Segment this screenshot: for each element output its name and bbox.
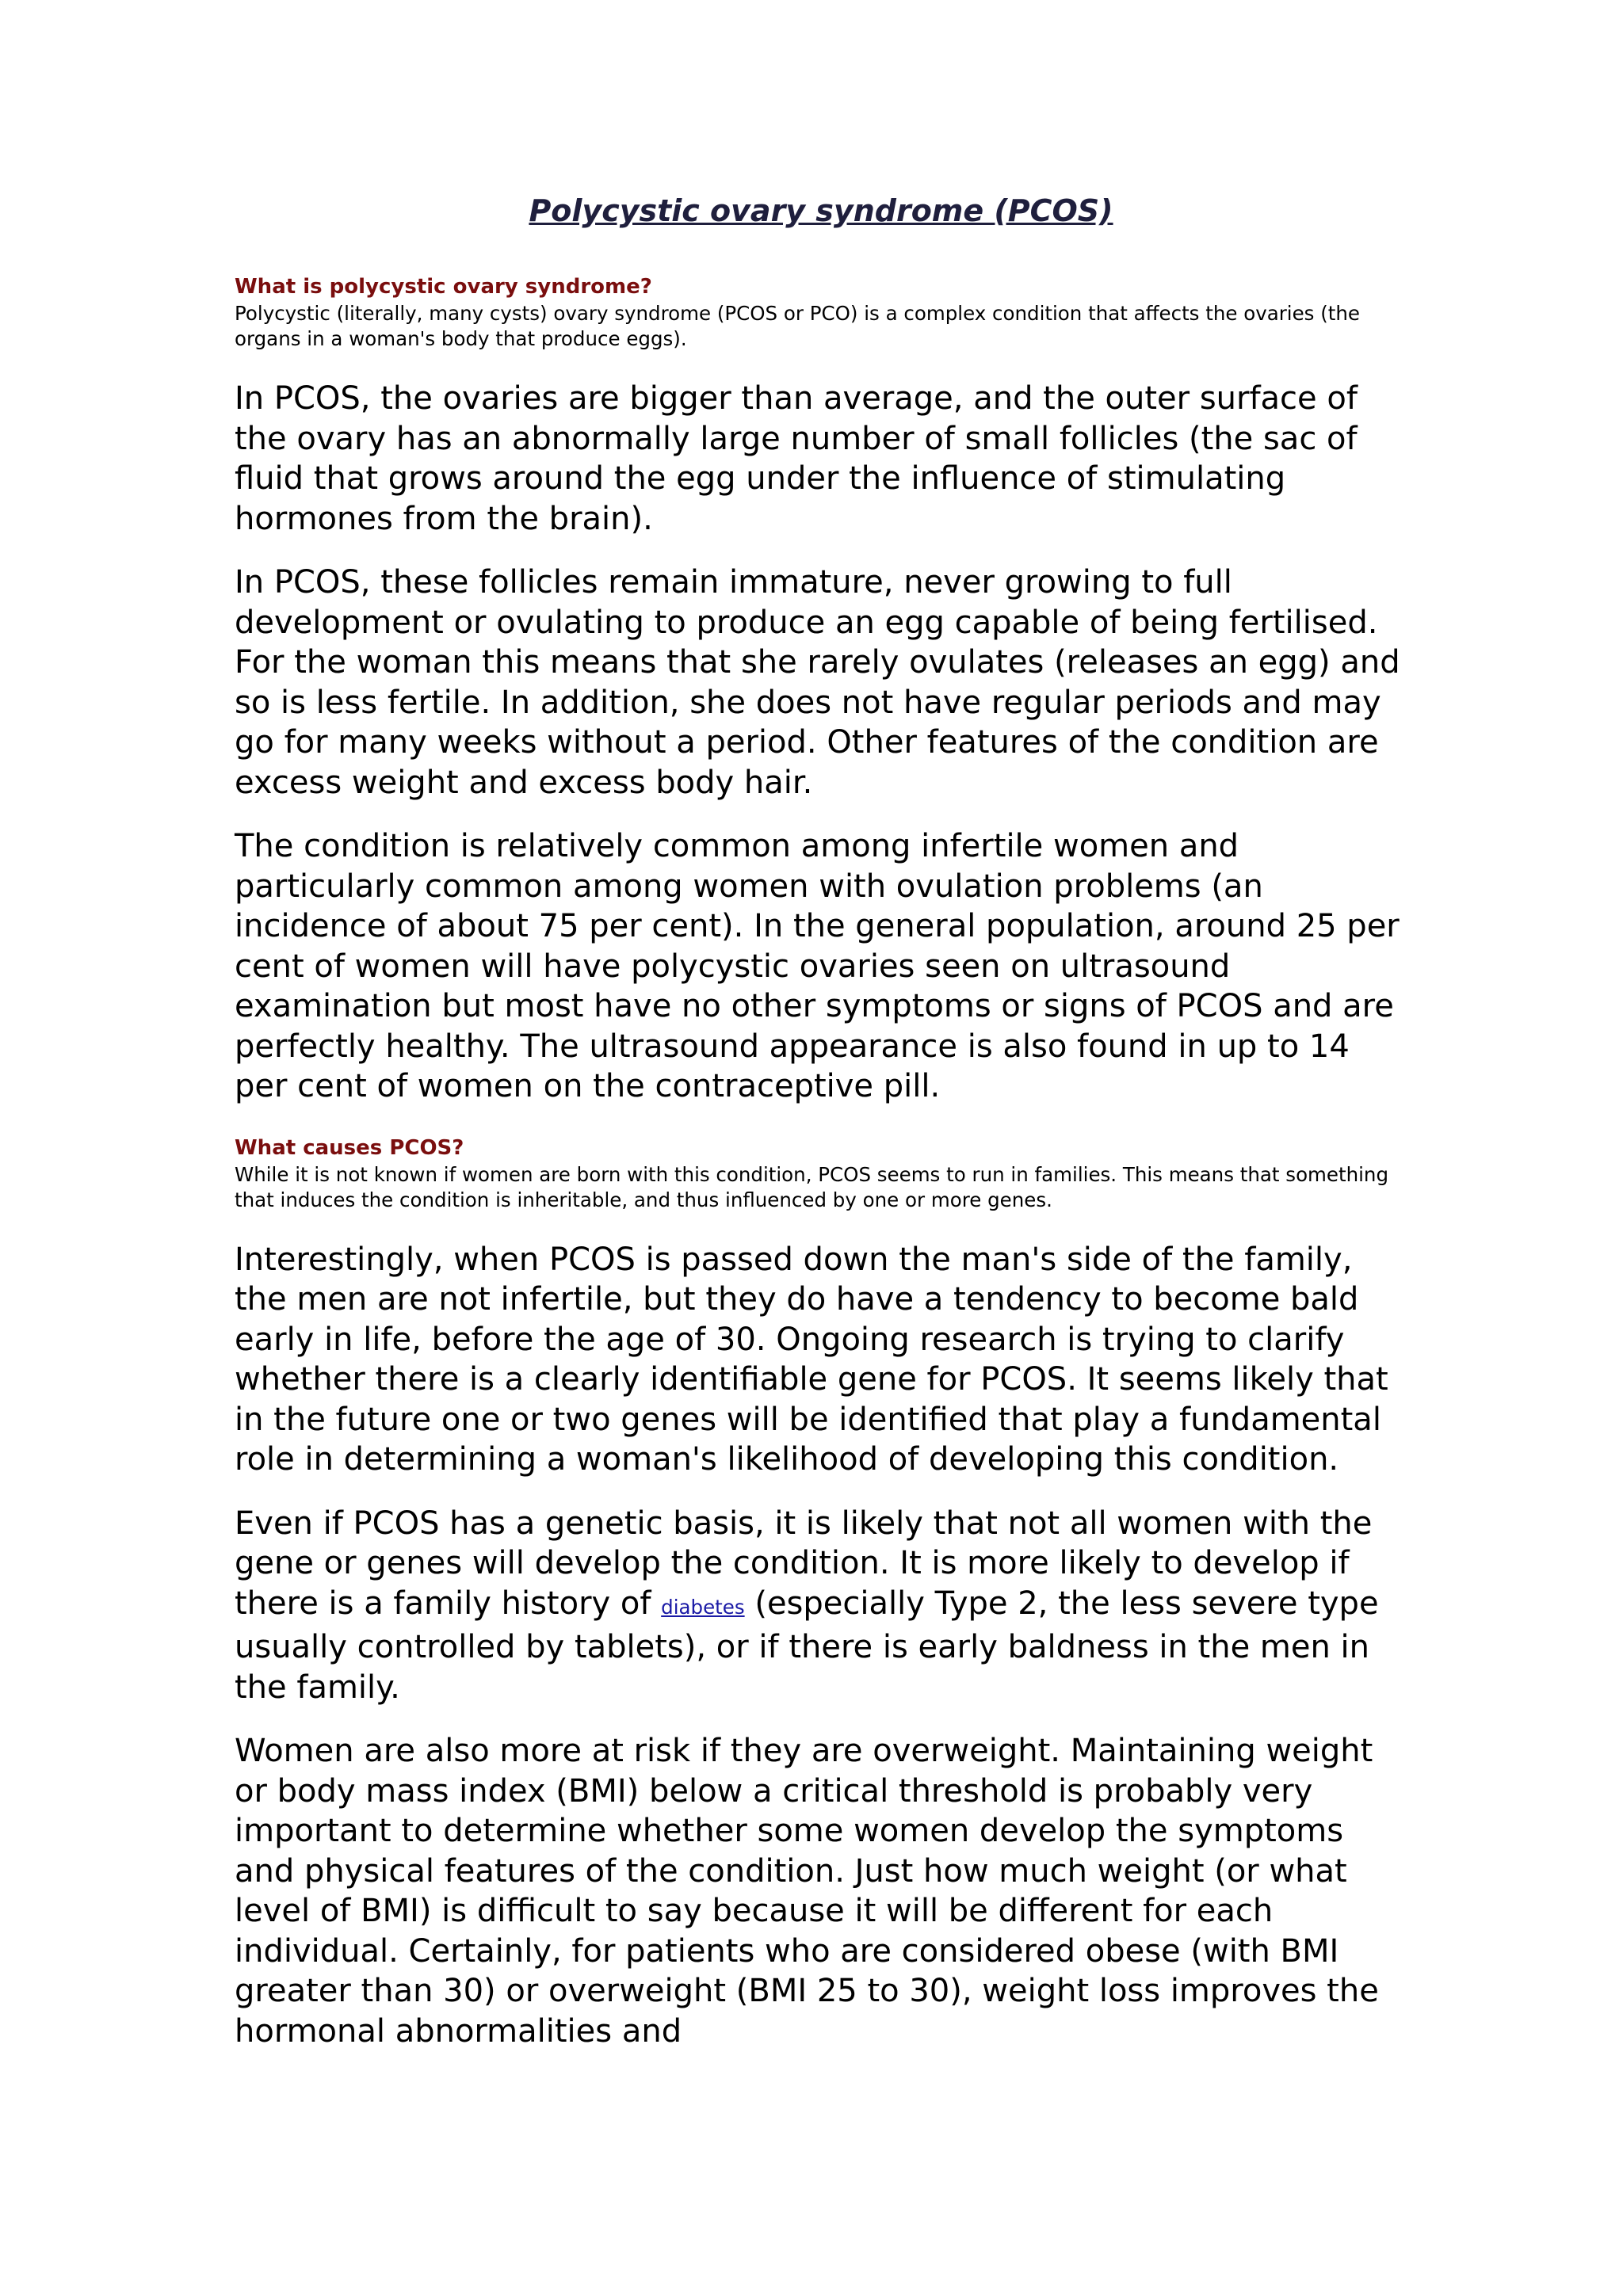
document-title: Polycystic ovary syndrome (PCOS) (529, 193, 1113, 228)
paragraph-text: Even if PCOS has a genetic basis, it is likely that not all women with the gene or genes will develop the condition. It is more likely to develop if there is a family history of (235, 1505, 1373, 1622)
paragraph-text: (especially Type 2, the less severe type usually controlled by tablets), or if there is early baldness in the men in the family. (235, 1585, 1379, 1706)
section-heading: What is polycystic ovary syndrome? (235, 275, 652, 299)
body-paragraph: In PCOS, these follicles remain immature, never growing to full development or ovulating to produce an egg capable of being fertilised. For the woman this means that she rarely ovulates (releases an egg) and so is less fertile. In addition, she does not have regular periods and may go for many weeks without a period. Other features of the condition are excess weight and excess body hair. (235, 564, 1400, 801)
document-page (235, 189, 1407, 2075)
body-paragraph: Women are also more at risk if they are overweight. Maintaining weight or body mass index (BMI) below a critical threshold is probably very important to determine whether some women develop the symptoms and physical features of the condition. Just how much weight (or what level of BMI) is difficult to say because it will be different for each individual. Certainly, for patients who are considered obese (with BMI greater than 30) or overweight (BMI 25 to 30), weight loss improves the hormonal abnormalities and (235, 1733, 1379, 2050)
section-intro: Polycystic (literally, many cysts) ovary syndrome (PCOS or PCO) is a complex condition that affects the ovaries (the organs in a woman's body that produce eggs). (235, 302, 1360, 350)
section-heading: What causes PCOS? (235, 1135, 464, 1160)
body-paragraph: The condition is relatively common among infertile women and particularly common among women with ovulation problems (an incidence of about 75 per cent). In the general population, around 25 per cent of women will have polycystic ovaries seen on ultrasound examination but most have no other symptoms or signs of PCOS and are perfectly healthy. The ultrasound appearance is also found in up to 14 per cent of women on the contraceptive pill. (235, 828, 1400, 1104)
diabetes-link[interactable]: diabetes (661, 1595, 745, 1619)
section-what-is-pcos (235, 273, 1407, 1107)
body-paragraph-with-link (235, 1504, 1407, 1708)
section-what-causes-pcos (235, 1134, 1407, 2052)
body-paragraph: Interestingly, when PCOS is passed down the man's side of the family, the men are not infertile, but they do have a tendency to become bald early in life, before the age of 30. Ongoing research is trying to clarify whether there is a clearly identifiable gene for PCOS. It seems likely that in the future one or two genes will be identified that play a fundamental role in determining a woman's likelihood of developing this condition. (235, 1241, 1388, 1478)
section-intro: While it is not known if women are born with this condition, PCOS seems to run in families. This means that something that induces the condition is inheritable, and thus influenced by one or more genes. (235, 1162, 1389, 1211)
body-paragraph: In PCOS, the ovaries are bigger than average, and the outer surface of the ovary has an abnormally large number of small follicles (the sac of fluid that grows around the egg under the influence of stimulating hormones from the brain). (235, 380, 1358, 537)
